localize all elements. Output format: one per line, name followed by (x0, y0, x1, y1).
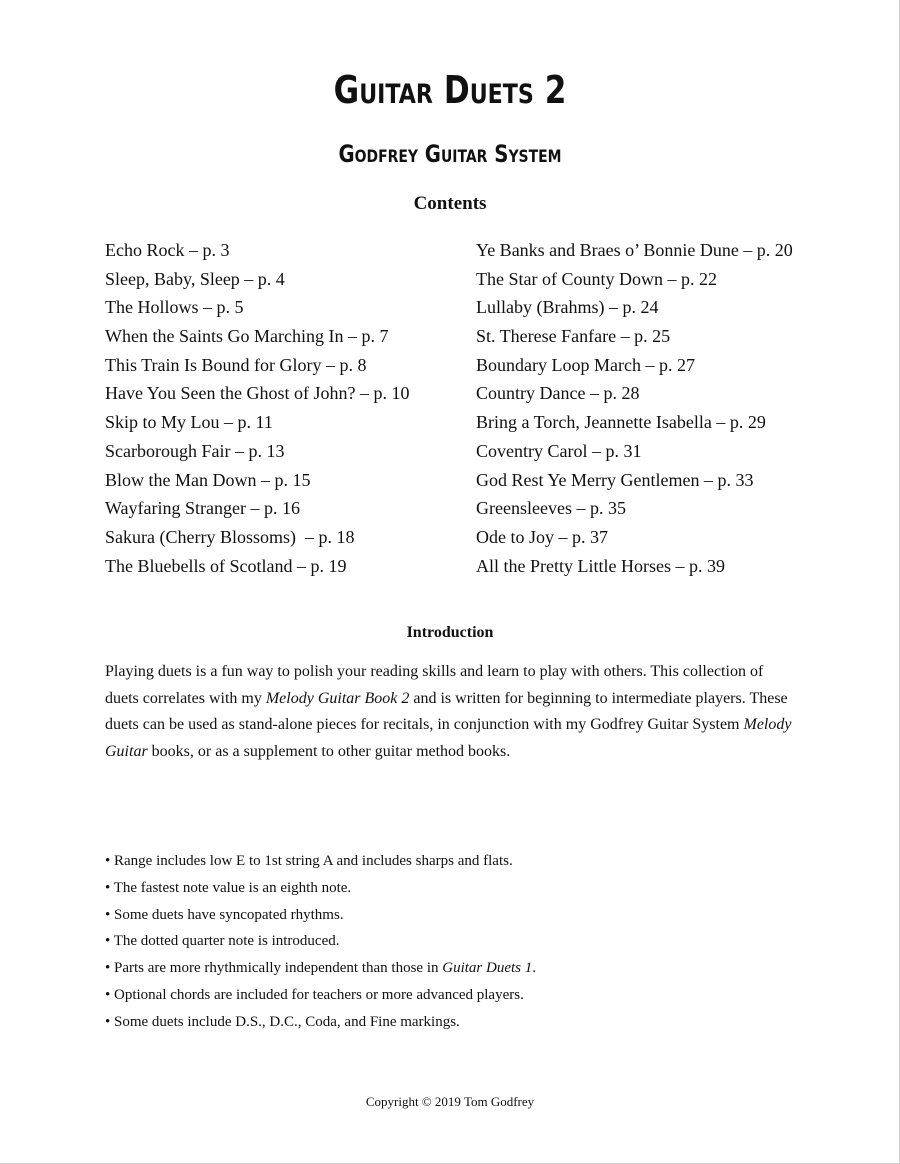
toc-entry: Coventry Carol – p. 31 (476, 440, 642, 461)
intro-text-1: Playing duets is a fun way to polish your reading skills and learn to play with others. This collection of duets correlates with my (105, 663, 764, 707)
feature-item-tail: . (532, 960, 536, 977)
toc-entry: God Rest Ye Merry Gentlemen – p. 33 (476, 469, 754, 490)
copyright-notice: Copyright © 2019 Tom Godfrey (365, 1094, 535, 1109)
book-subtitle: Godfrey Guitar System (338, 140, 562, 168)
toc-entry: Have You Seen the Ghost of John? – p. 10 (105, 383, 410, 404)
toc-entry: The Star of County Down – p. 22 (476, 268, 717, 289)
feature-item: • The dotted quarter note is introduced. (105, 933, 340, 950)
toc-entry: The Bluebells of Scotland – p. 19 (105, 555, 347, 576)
toc-entry: Lullaby (Brahms) – p. 24 (476, 297, 659, 318)
feature-item (105, 955, 536, 982)
feature-item: • The fastest note value is an eighth note. (105, 879, 352, 896)
toc-entry: Greensleeves – p. 35 (476, 498, 626, 519)
feature-item: • Optional chords are included for teachers or more advanced players. (105, 986, 524, 1003)
introduction-heading: Introduction (406, 624, 494, 641)
introduction-paragraph (105, 659, 795, 765)
toc-entry: All the Pretty Little Horses – p. 39 (476, 555, 725, 576)
feature-book-title: Guitar Duets 1 (442, 960, 533, 977)
features-list (105, 848, 536, 1036)
intro-text-3: books, or as a supplement to other guitar method books. (147, 742, 511, 760)
toc-entry: Boundary Loop March – p. 27 (476, 354, 695, 375)
toc-entry: Ode to Joy – p. 37 (476, 526, 608, 547)
contents-heading: Contents (413, 193, 487, 214)
intro-text-2: and is written for beginning to intermediate players. These duets can be used as stand-alone pieces for recitals, in conjunction with my Godfrey Guitar System (105, 689, 788, 733)
toc-entry: Sleep, Baby, Sleep – p. 4 (105, 268, 285, 289)
toc-entry: When the Saints Go Marching In – p. 7 (105, 326, 389, 347)
toc-entry: This Train Is Bound for Glory – p. 8 (105, 354, 367, 375)
intro-book-title-2: Melody Guitar (105, 716, 792, 760)
intro-book-title-1: Melody Guitar Book 2 (265, 689, 410, 707)
feature-item: • Some duets have syncopated rhythms. (105, 906, 344, 923)
toc-entry: St. Therese Fanfare – p. 25 (476, 326, 671, 347)
feature-item-text: • Parts are more rhythmically independent than those in (105, 960, 443, 977)
toc-entry: Skip to My Lou – p. 11 (105, 412, 273, 433)
toc-entry: Scarborough Fair – p. 13 (105, 440, 285, 461)
toc-entry: Bring a Torch, Jeannette Isabella – p. 29 (476, 412, 766, 433)
feature-item: • Some duets include D.S., D.C., Coda, and Fine markings. (105, 1013, 460, 1030)
toc-entry: Ye Banks and Braes o’ Bonnie Dune – p. 20 (476, 240, 793, 260)
toc-entry: Wayfaring Stranger – p. 16 (105, 498, 300, 519)
toc-entry: Sakura (Cherry Blossoms) – p. 18 (105, 526, 355, 547)
toc-entry: Blow the Man Down – p. 15 (105, 469, 311, 490)
toc-entry: Country Dance – p. 28 (476, 383, 640, 404)
toc-left-column (105, 236, 409, 580)
toc-right-column (476, 236, 793, 580)
toc-entry: Echo Rock – p. 3 (105, 240, 230, 260)
feature-item: • Range includes low E to 1st string A and includes sharps and flats. (105, 853, 513, 869)
toc-entry: The Hollows – p. 5 (105, 297, 244, 318)
book-title: Guitar Duets 2 (333, 68, 567, 112)
